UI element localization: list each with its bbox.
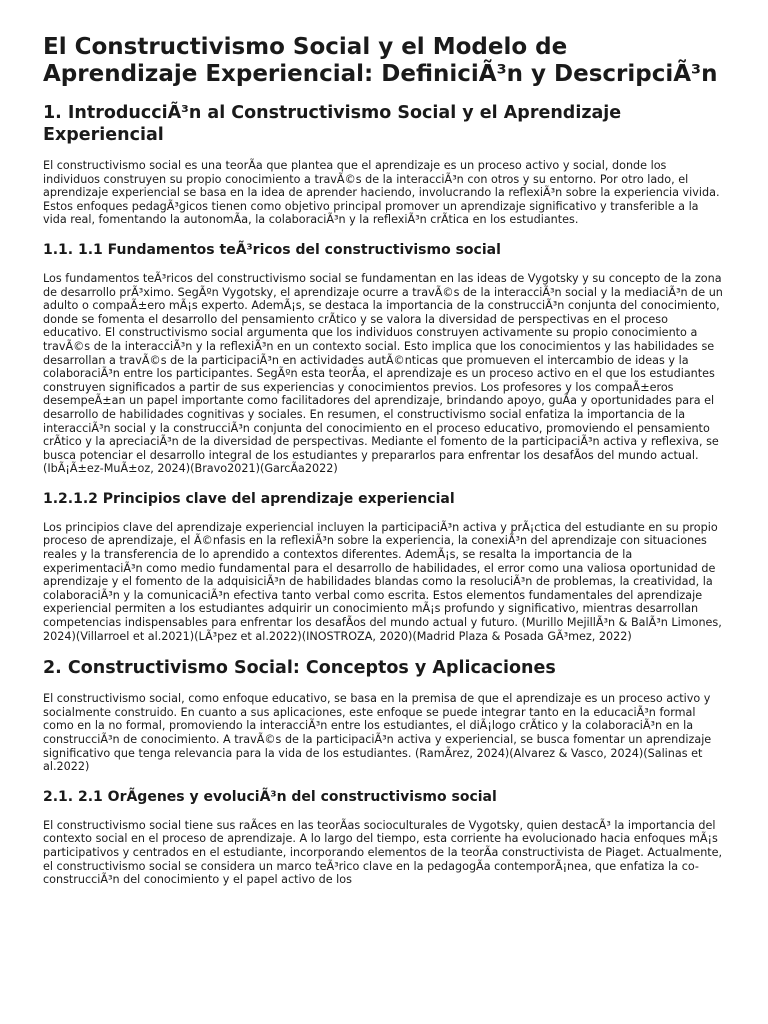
subsection-2-1-heading: 2.1. 2.1 OrÃgenes y evoluciÃ³n del constructivismo social: [43, 788, 497, 805]
section-2: [43, 657, 725, 887]
section-2-paragraph: El constructivismo social, como enfoque educativo, se basa en la premisa de que el aprendizaje es un proceso activo y socialmente construido. En cuanto a sus aplicaciones, este enfoque se puede integrar tanto en la educaciÃ³n formal como en la no formal, promoviendo la interacciÃ³n entre los estudiantes, el diÃ¡logo crÃtico y la colaboraciÃ³n en la construcciÃ³n de conocimiento. A travÃ©s de la participaciÃ³n activa y experiencial, se busca fomentar un aprendizaje significativo que tenga relevancia para la vida de los estudiantes. (RamÃrez, 2024)(Alvarez & Vasco, 2024)(Salinas et al.2022): [43, 692, 712, 774]
subsection-1-2-heading: 1.2.1.2 Principios clave del aprendizaje experiencial: [43, 490, 455, 507]
section-2-heading: 2. Constructivismo Social: Conceptos y Aplicaciones: [43, 658, 556, 679]
subsection-1-1-heading: 1.1. 1.1 Fundamentos teÃ³ricos del constructivismo social: [43, 241, 501, 258]
subsection-1-2-paragraph: Los principios clave del aprendizaje experiencial incluyen la participaciÃ³n activa y prÃ¡ctica del estudiante en su propio proceso de aprendizaje, el Ã©nfasis en la reflexiÃ³n sobre la experiencia, la conexiÃ³n del aprendizaje con situaciones reales y la transferencia de lo aprendido a contextos diferentes. AdemÃ¡s, se resalta la importancia de la experimentaciÃ³n como medio fundamental para el desarrollo de habilidades, el error como una valiosa oportunidad de aprendizaje y el fomento de la adquisiciÃ³n de habilidades blandas como la resoluciÃ³n de problemas, la creatividad, la colaboraciÃ³n y la comunicaciÃ³n efectiva tanto verbal como escrita. Estos elementos fundamentales del aprendizaje experiencial permiten a los estudiantes adquirir un conocimiento mÃ¡s profundo y significativo, mientras desarrollan competencias indispensables para enfrentar los desafÃos del mundo actual y futuro. (Murillo MejillÃ³n & BalÃ³n Limones, 2024)(Villarroel et al.2021)(LÃ³pez et al.2022)(INOSTROZA, 2020)(Madrid Plaza & Posada GÃ³mez, 2022): [43, 520, 722, 643]
document-title: El Constructivismo Social y el Modelo de Aprendizaje Experiencial: DefiniciÃ³n y DescripciÃ³n: [43, 34, 718, 87]
section-1-heading: 1. IntroducciÃ³n al Constructivismo Social y el Aprendizaje Experiencial: [43, 103, 622, 145]
subsection-1-2: [43, 490, 725, 643]
subsection-1-1: [43, 241, 725, 476]
subsection-1-1-paragraph: Los fundamentos teÃ³ricos del constructivismo social se fundamentan en las ideas de Vygotsky y su concepto de la zona de desarrollo prÃ³ximo. SegÃºn Vygotsky, el aprendizaje ocurre a travÃ©s de la interacciÃ³n social y la mediaciÃ³n de un adulto o compaÃ±ero mÃ¡s experto. AdemÃ¡s, se destaca la importancia de la construcciÃ³n conjunta del conocimiento, donde se fomenta el desarrollo del pensamiento crÃtico y se valora la diversidad de perspectivas en el proceso educativo. El constructivismo social argumenta que los individuos construyen activamente su propio conocimiento a travÃ©s de la interacciÃ³n y la reflexiÃ³n en un contexto social. Esto implica que los conocimientos y las habilidades se desarrollan a travÃ©s de la participaciÃ³n en actividades autÃ©nticas que promueven el intercambio de ideas y la colaboraciÃ³n entre los participantes. SegÃºn esta teorÃa, el aprendizaje es un proceso activo en el que los estudiantes construyen significados a partir de sus experiencias y conocimientos previos. Los profesores y los compaÃ±eros desempeÃ±an un papel importante como facilitadores del aprendizaje, brindando apoyo, guÃa y oportunidades para el desarrollo de habilidades cognitivas y sociales. En resumen, el constructivismo social enfatiza la importancia de la interacciÃ³n social y la construcciÃ³n conjunta del conocimiento en el proceso educativo, promoviendo el pensamiento crÃtico y la apreciaciÃ³n de la diversidad de perspectivas. Mediante el fomento de la participaciÃ³n activa y reflexiva, se busca potenciar el desarrollo integral de los estudiantes y prepararlos para enfrentar los desafÃos del mundo actual. (IbÃ¡Ã±ez-MuÃ±oz, 2024)(Bravo2021)(GarcÃa2022): [43, 271, 723, 476]
subsection-2-1: [43, 788, 725, 887]
section-1-paragraph: El constructivismo social es una teorÃa que plantea que el aprendizaje es un proceso activo y social, donde los individuos construyen su propio conocimiento a travÃ©s de la interacciÃ³n con otros y su entorno. Por otro lado, el aprendizaje experiencial se basa en la idea de aprender haciendo, involucrando la reflexiÃ³n sobre la experiencia vivida. Estos enfoques pedagÃ³gicos tienen como objetivo principal promover un aprendizaje significativo y transferible a la vida real, fomentando la autonomÃa, la colaboraciÃ³n y la reflexiÃ³n crÃtica en los estudiantes.: [43, 159, 720, 227]
subsection-2-1-paragraph: El constructivismo social tiene sus raÃces en las teorÃas socioculturales de Vygotsky, quien destacÃ³ la importancia del contexto social en el proceso de aprendizaje. A lo largo del tiempo, esta corriente ha evolucionado hacia enfoques mÃ¡s participativos y centrados en el estudiante, incorporando elementos de la teorÃa constructivista de Piaget. Actualmente, el constructivismo social se considera un marco teÃ³rico clave en la pedagogÃa contemporÃ¡nea, que enfatiza la co-construcciÃ³n del conocimiento y el papel activo de los: [43, 818, 723, 887]
section-1: [43, 102, 725, 643]
